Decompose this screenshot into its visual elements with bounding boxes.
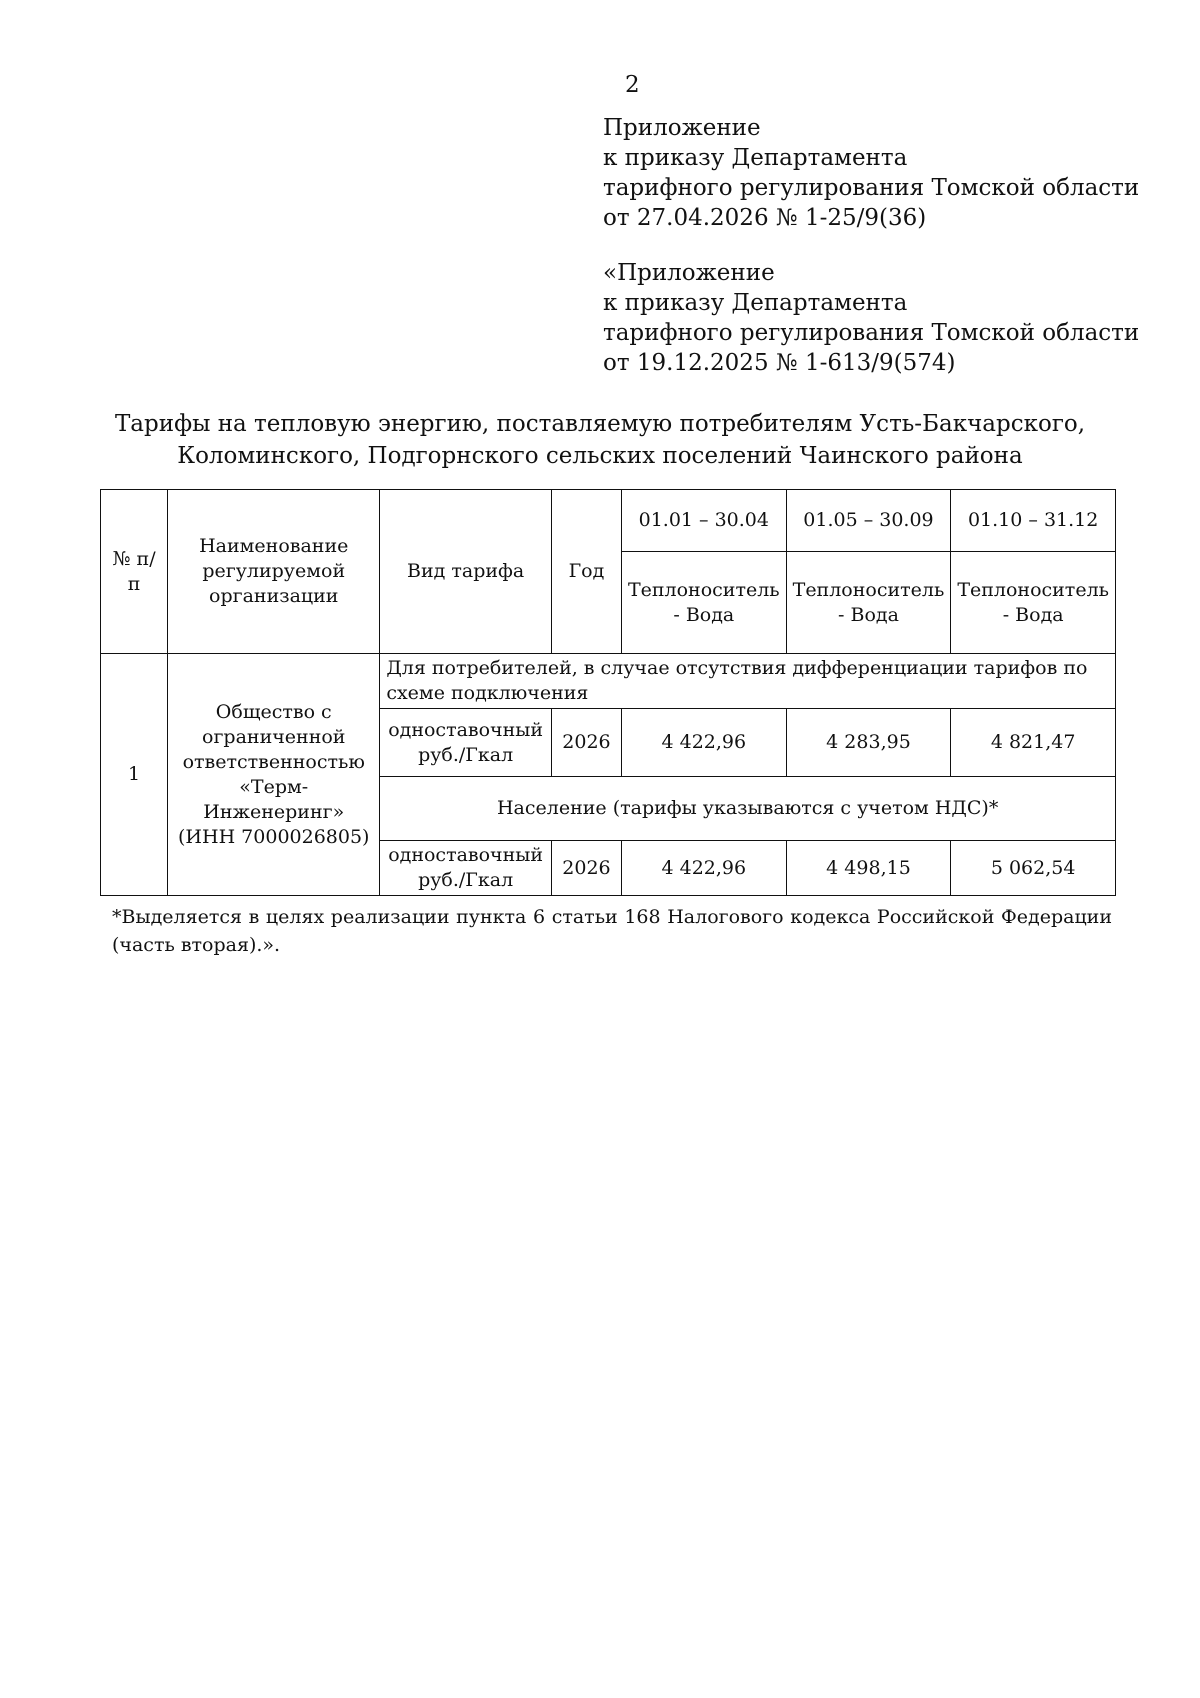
section-heading: Для потребителей, в случае отсутствия дифференциации тарифов по схеме подключения xyxy=(380,654,1116,709)
appendix-line: к приказу Департамента xyxy=(603,145,908,171)
tariff-value: 4 422,96 xyxy=(621,709,786,777)
appendix-line: от 19.12.2025 № 1-613/9(574) xyxy=(603,350,956,376)
header-carrier: Теплоноситель - Вода xyxy=(951,552,1116,654)
tariff-value: 4 821,47 xyxy=(951,709,1116,777)
tariff-value: 4 498,15 xyxy=(786,841,951,896)
appendix-line: тарифного регулирования Томской области xyxy=(603,175,1140,201)
tariff-value: 4 283,95 xyxy=(786,709,951,777)
appendix-previous-header xyxy=(603,258,1139,378)
footnote: *Выделяется в целях реализации пункта 6 статьи 168 Налогового кодекса Российской Федерации (часть вторая).». xyxy=(112,906,1112,956)
page-number: 2 xyxy=(625,72,640,98)
header-year: Год xyxy=(551,490,621,654)
tariff-year: 2026 xyxy=(551,841,621,896)
document-title xyxy=(100,408,1100,472)
appendix-line: тарифного регулирования Томской области xyxy=(603,320,1140,346)
header-tariff: Вид тарифа xyxy=(380,490,552,654)
header-org: Наименование регулируемой организации xyxy=(168,490,380,654)
title-line: Тарифы на тепловую энергию, поставляемую потребителям Усть-Бакчарского, xyxy=(114,411,1086,437)
appendix-line: от 27.04.2026 № 1-25/9(36) xyxy=(603,205,927,231)
tariff-value: 4 422,96 xyxy=(621,841,786,896)
tariff-type: одноставочный руб./Гкал xyxy=(380,709,552,777)
header-carrier: Теплоноситель - Вода xyxy=(786,552,951,654)
header-carrier: Теплоноситель - Вода xyxy=(621,552,786,654)
organization-name: Общество с ограниченной ответственностью «Терм-Инженеринг» (ИНН 7000026805) xyxy=(168,654,380,896)
header-period: 01.10 – 31.12 xyxy=(951,490,1116,552)
section-heading: Население (тарифы указываются с учетом НДС)* xyxy=(380,777,1116,841)
appendix-line: к приказу Департамента xyxy=(603,290,908,316)
header-period: 01.05 – 30.09 xyxy=(786,490,951,552)
tariff-value: 5 062,54 xyxy=(951,841,1116,896)
appendix-line: Приложение xyxy=(603,115,761,141)
header-num: № п/п xyxy=(101,490,168,654)
tariff-table xyxy=(100,489,1116,896)
row-number: 1 xyxy=(101,654,168,896)
title-line: Коломинского, Подгорнского сельских поселений Чаинского района xyxy=(177,443,1023,469)
tariff-type: одноставочный руб./Гкал xyxy=(380,841,552,896)
appendix-line: «Приложение xyxy=(603,260,775,286)
tariff-year: 2026 xyxy=(551,709,621,777)
header-period: 01.01 – 30.04 xyxy=(621,490,786,552)
appendix-header xyxy=(603,113,1139,233)
